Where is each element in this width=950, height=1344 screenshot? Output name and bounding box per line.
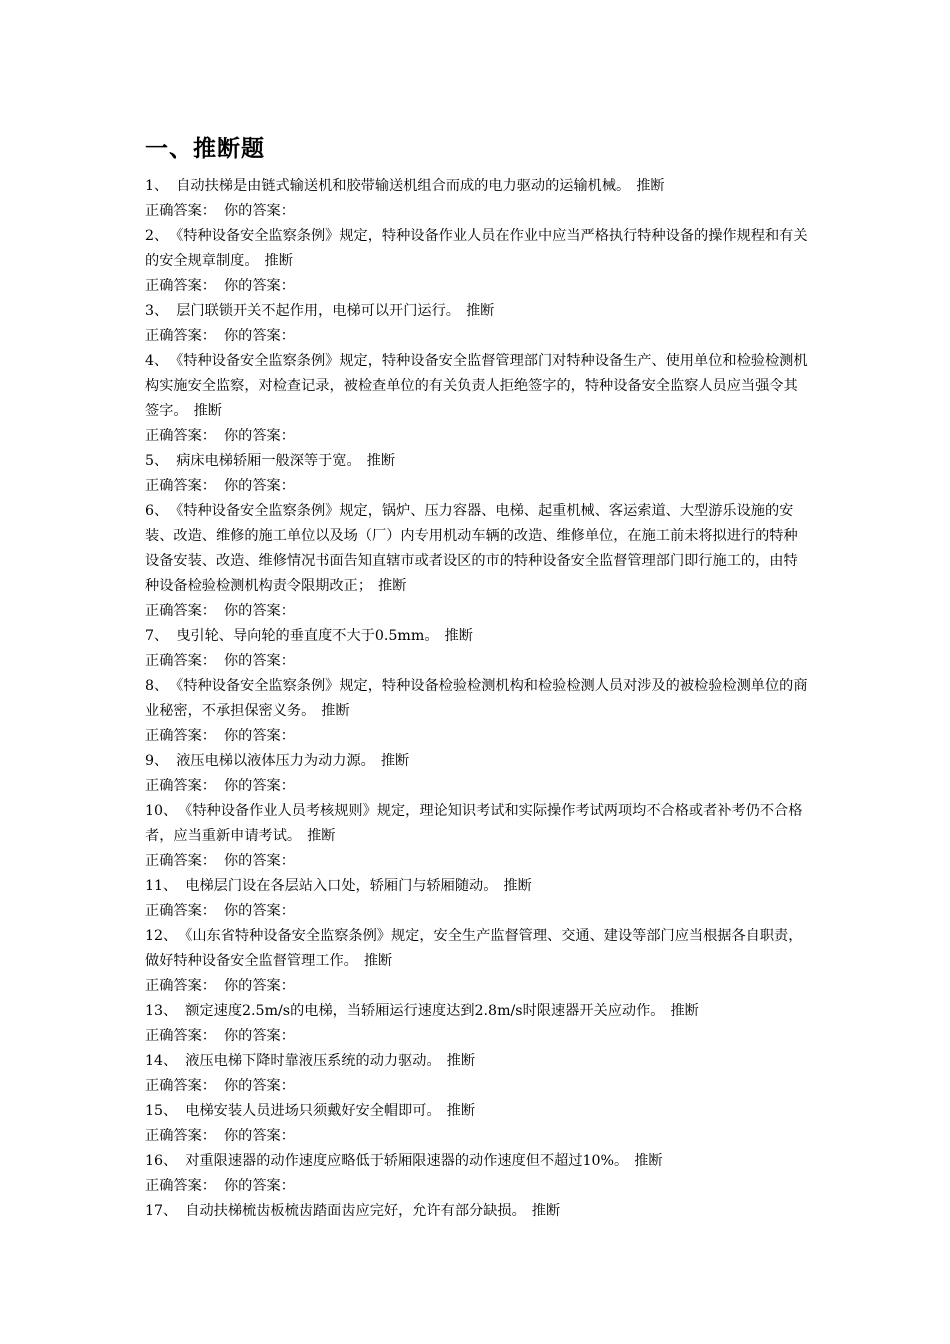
- question-item: [145, 924, 811, 974]
- question-list: [145, 174, 811, 1224]
- answer-line: [145, 274, 811, 299]
- correct-answer-label: 正确答案：: [145, 278, 216, 294]
- question-text: 额定速度2.5m/s的电梯，当轿厢运行速度达到2.8m/s时限速器开关应动作。: [185, 1003, 665, 1019]
- your-answer-label: 你的答案：: [223, 1178, 295, 1194]
- your-answer-label: 你的答案：: [223, 728, 295, 744]
- question-type: 推断: [378, 578, 407, 594]
- question-item: [145, 1049, 811, 1074]
- answer-line: [145, 424, 811, 449]
- answer-line: [145, 474, 811, 499]
- correct-answer-label: 正确答案：: [145, 778, 216, 794]
- question-type: 推断: [670, 1003, 699, 1019]
- answer-line: [145, 199, 811, 224]
- question-text: 自动扶梯梳齿板梳齿踏面齿应完好，允许有部分缺损。: [185, 1203, 526, 1219]
- question-item: [145, 224, 811, 274]
- question-number: 3、: [145, 303, 169, 319]
- question-type: 推断: [444, 628, 473, 644]
- question-number: 10、: [145, 803, 178, 819]
- question-item: [145, 1199, 811, 1224]
- correct-answer-label: 正确答案：: [145, 653, 216, 669]
- correct-answer-label: 正确答案：: [145, 978, 216, 994]
- question-type: 推断: [264, 253, 293, 269]
- answer-line: [145, 1024, 811, 1049]
- question-number: 6、: [145, 503, 169, 519]
- question-item: [145, 799, 811, 849]
- question-type: 推断: [503, 878, 532, 894]
- answer-line: [145, 774, 811, 799]
- question-type: 推断: [634, 1153, 663, 1169]
- answer-line: [145, 649, 811, 674]
- question-type: 推断: [363, 953, 393, 969]
- question-text: 《特种设备安全监察条例》规定，特种设备检验检测机构和检验检测人员对涉及的被检验检测单位的商业秘密，不承担保密义务。: [145, 678, 808, 719]
- question-type: 推断: [307, 828, 336, 844]
- section-title: 一、推断题: [145, 136, 265, 162]
- question-type: 推断: [321, 703, 350, 719]
- correct-answer-label: 正确答案：: [145, 1128, 216, 1144]
- answer-line: [145, 1074, 811, 1099]
- question-number: 17、: [145, 1203, 178, 1219]
- question-number: 8、: [145, 678, 169, 694]
- answer-line: [145, 899, 811, 924]
- question-number: 9、: [145, 753, 169, 769]
- question-text: 曳引轮、导向轮的垂直度不大于0.5mm。: [176, 628, 439, 644]
- correct-answer-label: 正确答案：: [145, 903, 216, 919]
- question-item: [145, 1099, 811, 1124]
- your-answer-label: 你的答案：: [223, 478, 295, 494]
- document-page: [145, 132, 811, 1224]
- question-item: [145, 299, 811, 324]
- question-text: 病床电梯轿厢一般深等于宽。: [176, 453, 361, 469]
- question-text: 《特种设备安全监察条例》规定，特种设备安全监督管理部门对特种设备生产、使用单位和检验检测机构实施安全监察，对检查记录，被检查单位的有关负责人拒绝签字的，特种设备安全监察人员应当强令其签字。: [145, 353, 808, 419]
- question-text: 《山东省特种设备安全监察条例》规定，安全生产监督管理、交通、建设等部门应当根据各自职责，做好特种设备安全监督管理工作。: [145, 928, 803, 969]
- question-text: 电梯层门设在各层站入口处，轿厢门与轿厢随动。: [185, 878, 498, 894]
- question-type: 推断: [531, 1203, 561, 1219]
- your-answer-label: 你的答案：: [223, 1128, 295, 1144]
- question-number: 16、: [145, 1153, 178, 1169]
- answer-line: [145, 324, 811, 349]
- question-item: [145, 1149, 811, 1174]
- question-text: 《特种设备安全监察条例》规定，特种设备作业人员在作业中应当严格执行特种设备的操作规程和有关的安全规章制度。: [145, 228, 808, 269]
- your-answer-label: 你的答案：: [223, 903, 295, 919]
- question-item: [145, 624, 811, 649]
- answer-line: [145, 724, 811, 749]
- correct-answer-label: 正确答案：: [145, 1028, 216, 1044]
- correct-answer-label: 正确答案：: [145, 1078, 216, 1094]
- correct-answer-label: 正确答案：: [145, 203, 216, 219]
- your-answer-label: 你的答案：: [223, 778, 295, 794]
- your-answer-label: 你的答案：: [223, 428, 295, 444]
- question-item: [145, 874, 811, 899]
- question-type: 推断: [446, 1053, 476, 1069]
- your-answer-label: 你的答案：: [223, 203, 295, 219]
- question-item: [145, 999, 811, 1024]
- question-number: 1、: [145, 178, 169, 194]
- correct-answer-label: 正确答案：: [145, 853, 216, 869]
- question-text: 电梯安装人员进场只须戴好安全帽即可。: [185, 1103, 441, 1119]
- question-text: 层门联锁开关不起作用，电梯可以开门运行。: [176, 303, 460, 319]
- question-type: 推断: [193, 403, 222, 419]
- correct-answer-label: 正确答案：: [145, 1178, 216, 1194]
- question-type: 推断: [465, 303, 495, 319]
- question-item: [145, 674, 811, 724]
- question-text: 液压电梯以液体压力为动力源。: [176, 753, 375, 769]
- your-answer-label: 你的答案：: [223, 603, 295, 619]
- correct-answer-label: 正确答案：: [145, 603, 216, 619]
- question-number: 4、: [145, 353, 169, 369]
- question-item: [145, 499, 811, 599]
- your-answer-label: 你的答案：: [223, 1028, 295, 1044]
- your-answer-label: 你的答案：: [223, 653, 295, 669]
- your-answer-label: 你的答案：: [223, 328, 295, 344]
- answer-line: [145, 599, 811, 624]
- question-item: [145, 349, 811, 424]
- question-text: 《特种设备作业人员考核规则》规定，理论知识考试和实际操作考试两项均不合格或者补考仍不合格者，应当重新申请考试。: [145, 803, 803, 844]
- answer-line: [145, 1174, 811, 1199]
- your-answer-label: 你的答案：: [223, 278, 295, 294]
- question-number: 12、: [145, 928, 178, 944]
- your-answer-label: 你的答案：: [223, 1078, 295, 1094]
- question-type: 推断: [446, 1103, 476, 1119]
- question-number: 7、: [145, 628, 169, 644]
- your-answer-label: 你的答案：: [223, 978, 295, 994]
- question-text: 《特种设备安全监察条例》规定，锅炉、压力容器、电梯、起重机械、客运索道、大型游乐设施的安装、改造、维修的施工单位以及场（厂）内专用机动车辆的改造、维修单位，在施工前未将拟进行的特种设备安装、改造、维修情况书面告知直辖市或者设区的市的特种设备安全监督管理部门即行施工的，由特种设备检验检测机构责令限期改正；: [145, 503, 798, 594]
- question-number: 15、: [145, 1103, 178, 1119]
- question-number: 14、: [145, 1053, 178, 1069]
- correct-answer-label: 正确答案：: [145, 328, 216, 344]
- answer-line: [145, 1124, 811, 1149]
- correct-answer-label: 正确答案：: [145, 728, 216, 744]
- question-item: [145, 174, 811, 199]
- question-item: [145, 749, 811, 774]
- question-number: 2、: [145, 228, 169, 244]
- question-number: 13、: [145, 1003, 178, 1019]
- question-item: [145, 449, 811, 474]
- question-type: 推断: [636, 178, 665, 194]
- correct-answer-label: 正确答案：: [145, 478, 216, 494]
- question-number: 11、: [145, 878, 178, 894]
- your-answer-label: 你的答案：: [223, 853, 295, 869]
- question-text: 自动扶梯是由链式输送机和胶带输送机组合而成的电力驱动的运输机械。: [176, 178, 631, 194]
- correct-answer-label: 正确答案：: [145, 428, 216, 444]
- question-text: 液压电梯下降时靠液压系统的动力驱动。: [185, 1053, 441, 1069]
- answer-line: [145, 974, 811, 999]
- question-number: 5、: [145, 453, 169, 469]
- question-type: 推断: [380, 753, 410, 769]
- question-type: 推断: [366, 453, 396, 469]
- question-text: 对重限速器的动作速度应略低于轿厢限速器的动作速度但不超过10%。: [185, 1153, 629, 1169]
- answer-line: [145, 849, 811, 874]
